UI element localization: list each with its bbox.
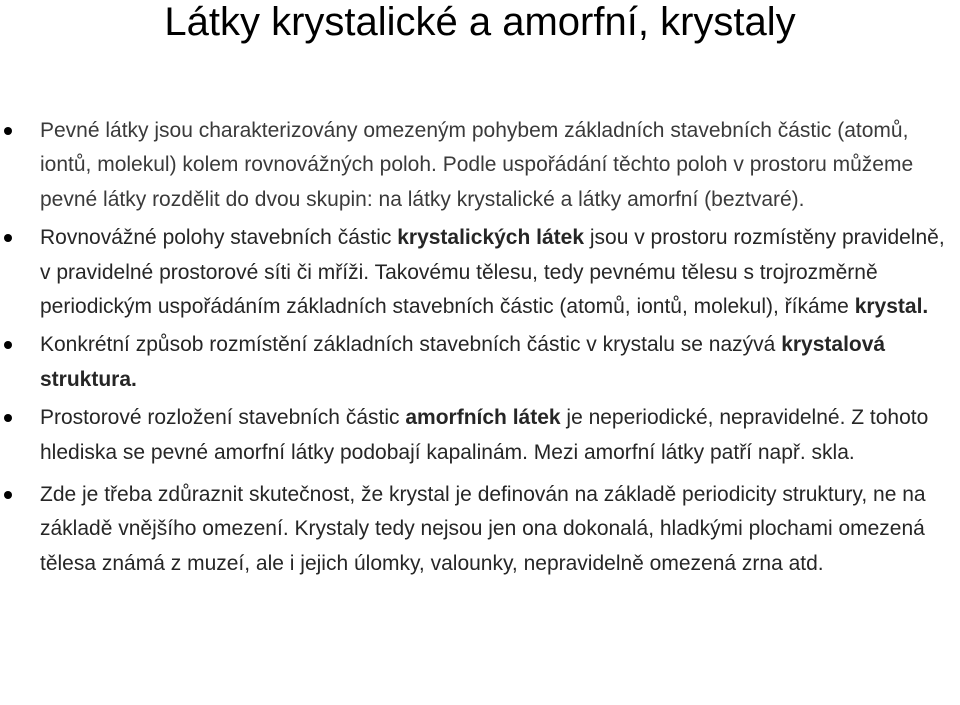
bullet-dot-icon <box>4 234 12 242</box>
text-run: je neperiodické, nepravidelné. Z tohoto hlediska se pevné amorfní látky podobají kapalinám. Mezi amorfní látky patří např. skla. <box>40 406 929 464</box>
text-run: . <box>922 295 929 319</box>
bullet-item <box>0 401 960 470</box>
bold-term: amorfních látek <box>405 406 561 430</box>
bullet-dot-icon <box>4 127 12 135</box>
bullet-item <box>0 221 960 324</box>
text-run: Konkrétní způsob rozmístění základních stavebních částic v krystalu se nazývá <box>40 333 782 357</box>
bold-term: krystalických látek <box>397 226 585 250</box>
bullet-item <box>0 114 960 217</box>
slide-title: Látky krystalické a amorfní, krystaly <box>164 0 796 44</box>
bullet-item <box>0 478 960 581</box>
text-run: Rovnovážné polohy stavebních částic <box>40 226 398 250</box>
bullet-dot-icon <box>4 341 12 349</box>
bold-term: krystalová struktura <box>40 333 886 391</box>
text-run: . <box>131 367 137 391</box>
bullet-dot-icon <box>4 414 12 422</box>
bullet-list <box>0 114 960 585</box>
bullet-item <box>0 328 960 397</box>
text-run: Prostorové rozložení stavebních částic <box>40 406 406 430</box>
bullet-text <box>40 401 958 470</box>
text-run: jsou v prostoru rozmístěny pravidelně, v pravidelné prostorové síti či mříži. Takovému tělesu, tedy pevnému tělesu s trojrozměrně periodickým uspořádáním základních stavebních částic (atomů, iontů, molekul), říkáme <box>40 226 945 319</box>
bullet-text: Zde je třeba zdůraznit skutečnost, že krystal je definován na základě periodicity struktury, ne na základě vnějšího omezení. Krystaly tedy nejsou jen ona dokonalá, hladkými plochami omezená tělesa známá z muzeí, ale i jejich úlomky, valounky, nepravidelně omezená zrna atd. <box>40 483 926 575</box>
bullet-text <box>40 221 958 324</box>
bullet-text: Pevné látky jsou charakterizovány omezeným pohybem základních stavebních částic (atomů, iontů, molekul) kolem rovnovážných poloh. Podle uspořádání těchto poloh v prostoru můžeme pevné látky rozdělit do dvou skupin: na látky krystalické a látky amorfní (beztvaré). <box>40 119 914 211</box>
bold-term: krystal <box>854 295 923 319</box>
bullet-text <box>40 328 958 397</box>
bullet-dot-icon <box>4 491 12 499</box>
